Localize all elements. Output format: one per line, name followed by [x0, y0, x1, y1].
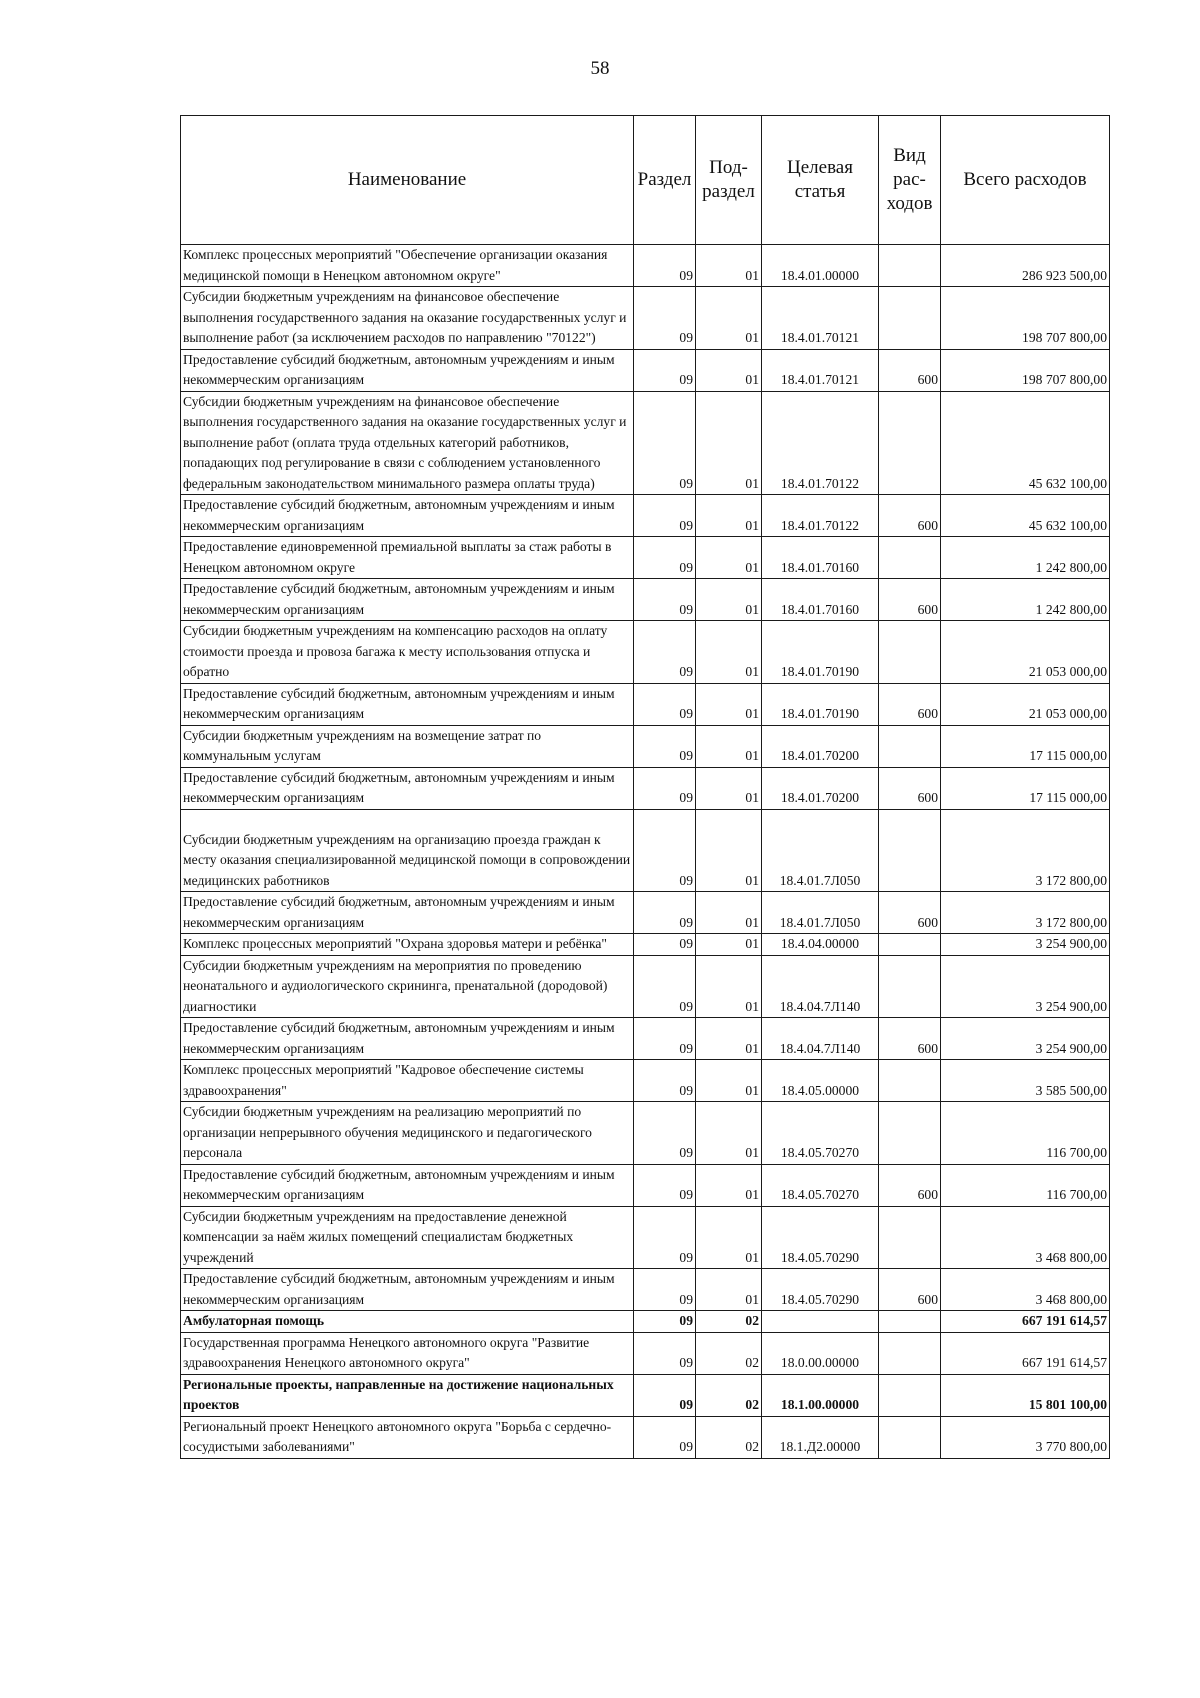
cell-subsection: 01 — [696, 767, 762, 809]
cell-kind — [879, 1374, 941, 1416]
cell-subsection: 01 — [696, 809, 762, 892]
cell-subsection: 02 — [696, 1311, 762, 1333]
cell-kind: 600 — [879, 892, 941, 934]
cell-name: Региональный проект Ненецкого автономного округа "Борьба с сердечно-сосудистыми заболеваниями" — [181, 1416, 634, 1458]
cell-subsection: 01 — [696, 934, 762, 956]
cell-name: Субсидии бюджетным учреждениям на предоставление денежной компенсации за наём жилых помещений специалистам бюджетных учреждений — [181, 1206, 634, 1269]
table-row — [181, 349, 1110, 391]
cell-total: 3 770 800,00 — [941, 1416, 1110, 1458]
cell-section: 09 — [634, 1102, 696, 1165]
cell-section: 09 — [634, 683, 696, 725]
cell-total: 198 707 800,00 — [941, 287, 1110, 350]
cell-target: 18.4.01.70121 — [762, 287, 879, 350]
cell-kind: 600 — [879, 579, 941, 621]
cell-kind — [879, 1206, 941, 1269]
cell-total: 1 242 800,00 — [941, 579, 1110, 621]
cell-name: Субсидии бюджетным учреждениям на организацию проезда граждан к месту оказания специализированной медицинской помощи в сопровождении медицинских работников — [181, 809, 634, 892]
header-total — [941, 116, 1110, 245]
cell-kind: 600 — [879, 1269, 941, 1311]
table-row — [181, 287, 1110, 350]
table-row — [181, 1416, 1110, 1458]
cell-kind — [879, 621, 941, 684]
table-row — [181, 1206, 1110, 1269]
cell-target: 18.4.04.7Л140 — [762, 1018, 879, 1060]
cell-target: 18.4.01.7Л050 — [762, 809, 879, 892]
cell-total: 667 191 614,57 — [941, 1311, 1110, 1333]
cell-kind — [879, 1060, 941, 1102]
cell-subsection: 01 — [696, 495, 762, 537]
cell-target: 18.4.01.7Л050 — [762, 892, 879, 934]
header-kind — [879, 116, 941, 245]
table-row — [181, 1332, 1110, 1374]
cell-target: 18.4.01.70190 — [762, 621, 879, 684]
cell-subsection: 01 — [696, 1102, 762, 1165]
cell-kind — [879, 934, 941, 956]
cell-name: Комплекс процессных мероприятий "Кадровое обеспечение системы здравоохранения" — [181, 1060, 634, 1102]
page-number: 58 — [590, 58, 610, 79]
table-row — [181, 892, 1110, 934]
cell-total: 45 632 100,00 — [941, 391, 1110, 495]
cell-name: Комплекс процессных мероприятий "Охрана здоровья матери и ребёнка" — [181, 934, 634, 956]
cell-kind — [879, 245, 941, 287]
table-row — [181, 1102, 1110, 1165]
cell-total: 116 700,00 — [941, 1102, 1110, 1165]
table-row — [181, 683, 1110, 725]
cell-target: 18.4.05.70290 — [762, 1206, 879, 1269]
cell-name: Предоставление субсидий бюджетным, автономным учреждениям и иным некоммерческим организациям — [181, 892, 634, 934]
cell-kind — [879, 537, 941, 579]
table-row — [181, 245, 1110, 287]
cell-total: 3 468 800,00 — [941, 1206, 1110, 1269]
table-row — [181, 621, 1110, 684]
table-row — [181, 391, 1110, 495]
cell-subsection: 01 — [696, 391, 762, 495]
cell-kind — [879, 287, 941, 350]
cell-section: 09 — [634, 767, 696, 809]
cell-section: 09 — [634, 349, 696, 391]
cell-subsection: 01 — [696, 537, 762, 579]
cell-subsection: 01 — [696, 1018, 762, 1060]
cell-subsection: 02 — [696, 1416, 762, 1458]
cell-subsection: 01 — [696, 621, 762, 684]
cell-total: 1 242 800,00 — [941, 537, 1110, 579]
header-name-text: Наименование — [347, 169, 467, 190]
table-row — [181, 809, 1110, 892]
cell-total: 17 115 000,00 — [941, 767, 1110, 809]
table-row — [181, 1164, 1110, 1206]
header-target — [762, 116, 879, 245]
table-row — [181, 725, 1110, 767]
cell-section: 09 — [634, 579, 696, 621]
cell-section: 09 — [634, 934, 696, 956]
cell-name: Субсидии бюджетным учреждениям на финансовое обеспечение выполнения государственного задания на оказание государственных услуг и выполнение работ (оплата труда отдельных категорий работников, попадающих под регулирование в связи с соблюдением установленного федеральным законодательством минимального размера оплаты труда) — [181, 391, 634, 495]
cell-target: 18.4.05.00000 — [762, 1060, 879, 1102]
cell-section: 09 — [634, 725, 696, 767]
cell-section: 09 — [634, 892, 696, 934]
cell-subsection: 01 — [696, 955, 762, 1018]
cell-total: 3 172 800,00 — [941, 809, 1110, 892]
cell-total: 3 254 900,00 — [941, 1018, 1110, 1060]
cell-target: 18.4.04.7Л140 — [762, 955, 879, 1018]
cell-subsection: 01 — [696, 245, 762, 287]
table-row — [181, 1311, 1110, 1333]
cell-target: 18.4.05.70290 — [762, 1269, 879, 1311]
table-row — [181, 495, 1110, 537]
cell-total: 3 254 900,00 — [941, 955, 1110, 1018]
cell-name: Государственная программа Ненецкого автономного округа "Развитие здравоохранения Ненецкого автономного округа" — [181, 1332, 634, 1374]
cell-subsection: 01 — [696, 1269, 762, 1311]
cell-name: Предоставление субсидий бюджетным, автономным учреждениям и иным некоммерческим организациям — [181, 495, 634, 537]
cell-section: 09 — [634, 1332, 696, 1374]
table-row — [181, 1374, 1110, 1416]
cell-section: 09 — [634, 287, 696, 350]
cell-target: 18.4.01.70122 — [762, 495, 879, 537]
cell-name: Предоставление субсидий бюджетным, автономным учреждениям и иным некоммерческим организациям — [181, 349, 634, 391]
table-row — [181, 1269, 1110, 1311]
cell-section: 09 — [634, 809, 696, 892]
cell-kind: 600 — [879, 1164, 941, 1206]
cell-section: 09 — [634, 1164, 696, 1206]
cell-name: Предоставление субсидий бюджетным, автономным учреждениям и иным некоммерческим организациям — [181, 683, 634, 725]
cell-target: 18.1.Д2.00000 — [762, 1416, 879, 1458]
cell-section: 09 — [634, 391, 696, 495]
cell-total: 3 468 800,00 — [941, 1269, 1110, 1311]
cell-name: Предоставление субсидий бюджетным, автономным учреждениям и иным некоммерческим организациям — [181, 1164, 634, 1206]
cell-kind — [879, 1416, 941, 1458]
cell-subsection: 01 — [696, 892, 762, 934]
cell-target: 18.4.01.70121 — [762, 349, 879, 391]
cell-target: 18.1.00.00000 — [762, 1374, 879, 1416]
budget-table — [180, 115, 1110, 1459]
cell-total: 21 053 000,00 — [941, 683, 1110, 725]
cell-name: Субсидии бюджетным учреждениям на финансовое обеспечение выполнения государственного задания на оказание государственных услуг и выполнение работ (за исключением расходов по направлению "70122") — [181, 287, 634, 350]
cell-target: 18.4.01.70160 — [762, 537, 879, 579]
header-name — [181, 116, 634, 245]
cell-section: 09 — [634, 955, 696, 1018]
cell-section: 09 — [634, 537, 696, 579]
cell-target: 18.4.04.00000 — [762, 934, 879, 956]
header-section-text: Раздел — [637, 169, 692, 190]
cell-name: Предоставление субсидий бюджетным, автономным учреждениям и иным некоммерческим организациям — [181, 579, 634, 621]
table-row — [181, 767, 1110, 809]
header-subsection — [696, 116, 762, 245]
cell-name: Региональные проекты, направленные на достижение национальных проектов — [181, 1374, 634, 1416]
cell-kind — [879, 1311, 941, 1333]
header-subsection-text: Под- раздел — [702, 157, 755, 202]
header-kind-text: Вид рас- ходов — [886, 145, 933, 214]
cell-name: Предоставление субсидий бюджетным, автономным учреждениям и иным некоммерческим организациям — [181, 767, 634, 809]
cell-subsection: 01 — [696, 1164, 762, 1206]
cell-subsection: 01 — [696, 683, 762, 725]
table-row — [181, 1018, 1110, 1060]
table-row — [181, 955, 1110, 1018]
cell-total: 667 191 614,57 — [941, 1332, 1110, 1374]
cell-kind: 600 — [879, 349, 941, 391]
cell-target: 18.4.01.70200 — [762, 767, 879, 809]
cell-name: Субсидии бюджетным учреждениям на возмещение затрат по коммунальным услугам — [181, 725, 634, 767]
cell-subsection: 01 — [696, 1060, 762, 1102]
cell-subsection: 01 — [696, 349, 762, 391]
cell-name: Субсидии бюджетным учреждениям на мероприятия по проведению неонатального и аудиологического скрининга, пренатальной (дородовой) диагностики — [181, 955, 634, 1018]
cell-subsection: 02 — [696, 1332, 762, 1374]
cell-name: Предоставление единовременной премиальной выплаты за стаж работы в Ненецком автономном округе — [181, 537, 634, 579]
cell-kind — [879, 1102, 941, 1165]
cell-name: Предоставление субсидий бюджетным, автономным учреждениям и иным некоммерческим организациям — [181, 1269, 634, 1311]
cell-kind — [879, 725, 941, 767]
cell-kind: 600 — [879, 1018, 941, 1060]
table-row — [181, 537, 1110, 579]
cell-target: 18.4.01.70190 — [762, 683, 879, 725]
cell-name: Субсидии бюджетным учреждениям на компенсацию расходов на оплату стоимости проезда и провоза багажа к месту использования отпуска и обратно — [181, 621, 634, 684]
cell-target: 18.4.01.70160 — [762, 579, 879, 621]
cell-kind — [879, 955, 941, 1018]
cell-section: 09 — [634, 245, 696, 287]
cell-section: 09 — [634, 1374, 696, 1416]
cell-total: 286 923 500,00 — [941, 245, 1110, 287]
cell-target: 18.4.01.00000 — [762, 245, 879, 287]
table-header-row — [181, 116, 1110, 245]
cell-target: 18.4.05.70270 — [762, 1102, 879, 1165]
cell-subsection: 01 — [696, 579, 762, 621]
cell-name: Предоставление субсидий бюджетным, автономным учреждениям и иным некоммерческим организациям — [181, 1018, 634, 1060]
cell-section: 09 — [634, 621, 696, 684]
cell-kind — [879, 809, 941, 892]
cell-section: 09 — [634, 1206, 696, 1269]
cell-total: 3 585 500,00 — [941, 1060, 1110, 1102]
cell-subsection: 01 — [696, 1206, 762, 1269]
cell-target: 18.4.01.70200 — [762, 725, 879, 767]
cell-kind: 600 — [879, 767, 941, 809]
cell-kind: 600 — [879, 495, 941, 537]
cell-target: 18.0.00.00000 — [762, 1332, 879, 1374]
cell-kind — [879, 391, 941, 495]
cell-total: 116 700,00 — [941, 1164, 1110, 1206]
cell-section: 09 — [634, 1060, 696, 1102]
cell-total: 17 115 000,00 — [941, 725, 1110, 767]
header-target-text: Целевая статья — [787, 157, 853, 202]
cell-name: Субсидии бюджетным учреждениям на реализацию мероприятий по организации непрерывного обучения медицинского и педагогического персонала — [181, 1102, 634, 1165]
cell-section: 09 — [634, 1311, 696, 1333]
cell-subsection: 02 — [696, 1374, 762, 1416]
cell-section: 09 — [634, 1269, 696, 1311]
cell-target: 18.4.01.70122 — [762, 391, 879, 495]
table-row — [181, 934, 1110, 956]
header-total-text: Всего расходов — [963, 169, 1087, 190]
cell-total: 198 707 800,00 — [941, 349, 1110, 391]
cell-total: 15 801 100,00 — [941, 1374, 1110, 1416]
cell-name: Комплекс процессных мероприятий "Обеспечение организации оказания медицинской помощи в Ненецком автономном округе" — [181, 245, 634, 287]
header-section — [634, 116, 696, 245]
cell-section: 09 — [634, 495, 696, 537]
table-row — [181, 1060, 1110, 1102]
cell-subsection: 01 — [696, 725, 762, 767]
cell-total: 3 254 900,00 — [941, 934, 1110, 956]
cell-total: 45 632 100,00 — [941, 495, 1110, 537]
cell-total: 21 053 000,00 — [941, 621, 1110, 684]
cell-kind: 600 — [879, 683, 941, 725]
cell-target: 18.4.05.70270 — [762, 1164, 879, 1206]
cell-kind — [879, 1332, 941, 1374]
cell-subsection: 01 — [696, 287, 762, 350]
cell-total: 3 172 800,00 — [941, 892, 1110, 934]
cell-name: Амбулаторная помощь — [181, 1311, 634, 1333]
table-row — [181, 579, 1110, 621]
cell-section: 09 — [634, 1416, 696, 1458]
cell-target — [762, 1311, 879, 1333]
cell-section: 09 — [634, 1018, 696, 1060]
